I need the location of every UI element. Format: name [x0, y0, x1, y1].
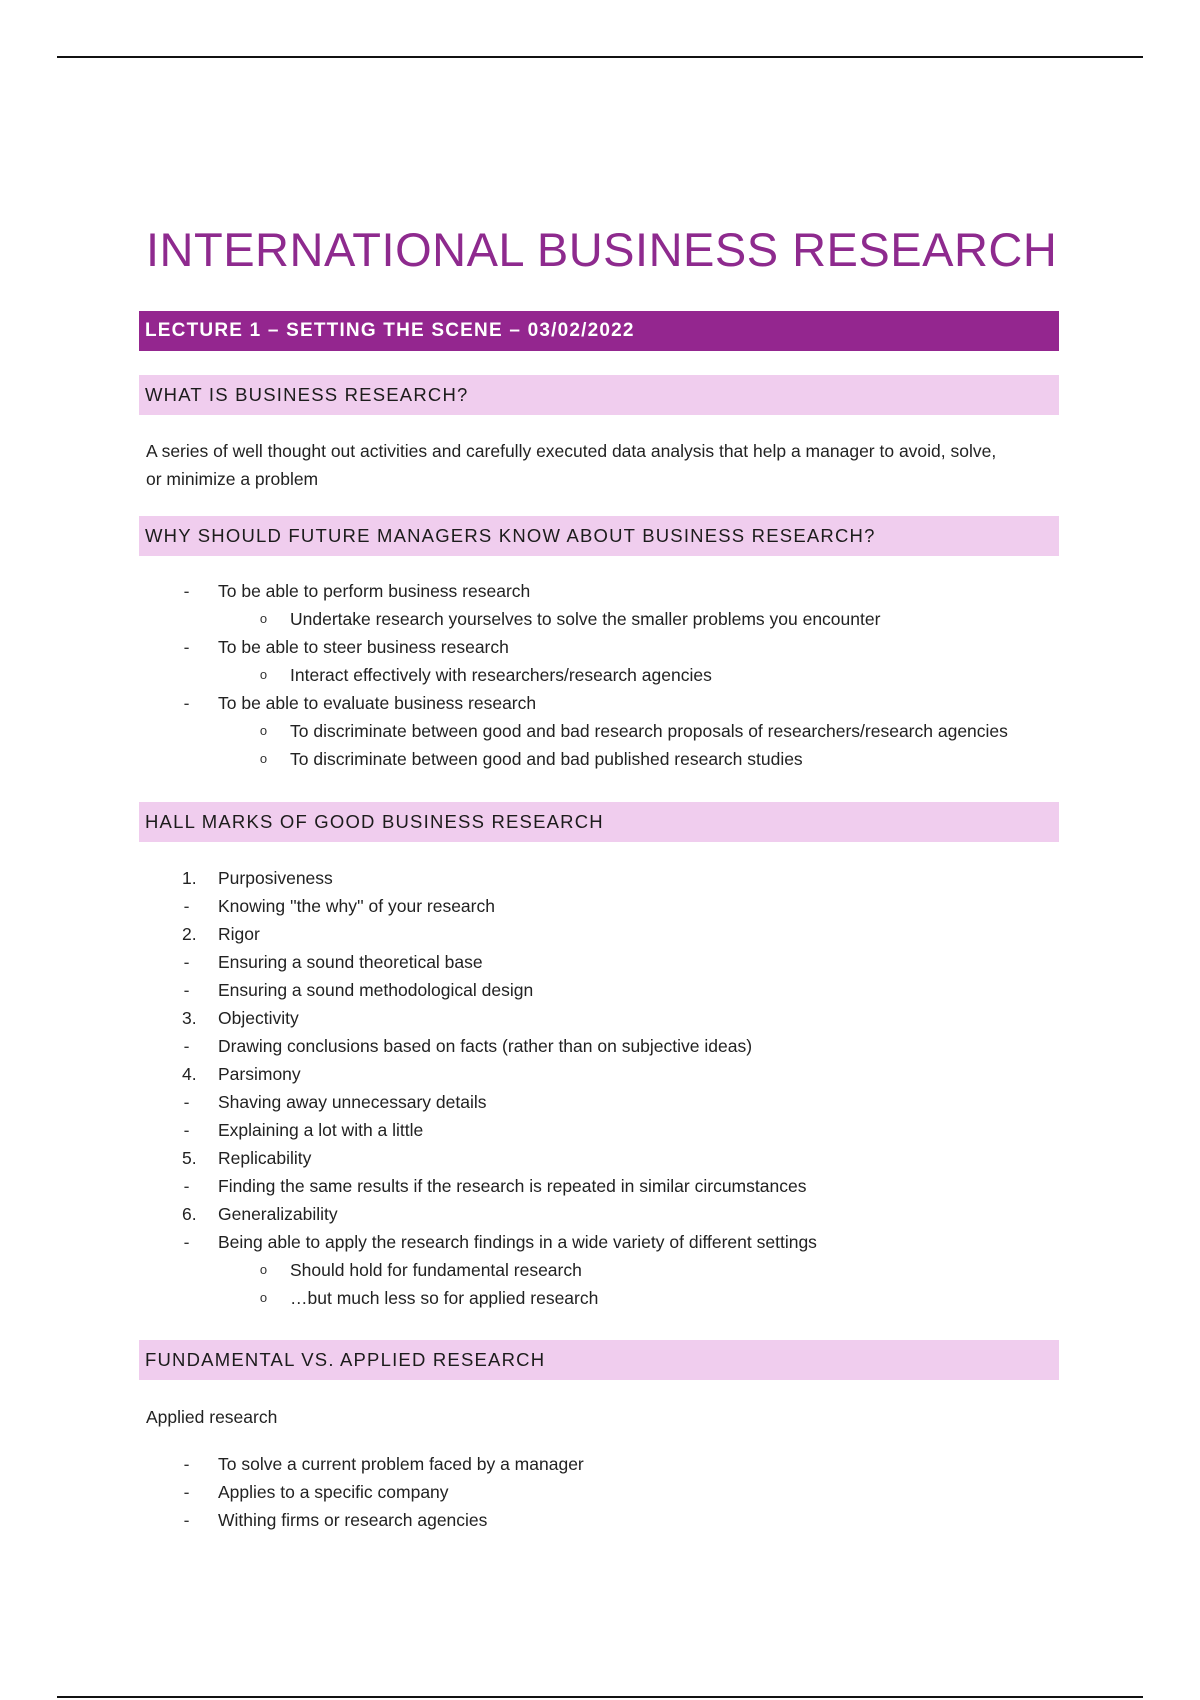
list-item: o To discriminate between good and bad research proposals of researchers/research agencies — [139, 717, 1059, 745]
list-item: - Shaving away unnecessary details — [139, 1088, 1059, 1116]
list-item: 6. Generalizability — [139, 1200, 1059, 1228]
circle-bullet-icon: o — [259, 667, 268, 682]
list-item: - To be able to evaluate business research — [139, 689, 1059, 717]
list-item: - Knowing ''the why'' of your research — [139, 892, 1059, 920]
paragraph — [146, 437, 1051, 493]
number-marker: 5. — [182, 1148, 197, 1168]
dash-marker: - — [183, 1036, 190, 1056]
number-marker: 2. — [182, 924, 197, 944]
number-marker: 1. — [182, 868, 197, 888]
section-heading: WHY SHOULD FUTURE MANAGERS KNOW ABOUT BUSINESS RESEARCH? — [139, 516, 1059, 556]
lecture-header: LECTURE 1 – SETTING THE SCENE – 03/02/2022 — [139, 311, 1059, 351]
dash-marker: - — [183, 1482, 190, 1502]
dash-marker: - — [183, 1510, 190, 1530]
list-item: - To be able to steer business research — [139, 633, 1059, 661]
list-item: - Explaining a lot with a little — [139, 1116, 1059, 1144]
dash-marker: - — [183, 1120, 190, 1140]
bullet-list — [139, 577, 1059, 773]
list-item: 4. Parsimony — [139, 1060, 1059, 1088]
list-item: - Being able to apply the research findings in a wide variety of different settings — [139, 1228, 1059, 1256]
bullet-list — [139, 1450, 1059, 1534]
dash-marker: - — [183, 1232, 190, 1252]
list-item: o To discriminate between good and bad published research studies — [139, 745, 1059, 773]
list-item: 1. Purposiveness — [139, 864, 1059, 892]
circle-bullet-icon: o — [259, 723, 268, 738]
list-item: - Drawing conclusions based on facts (rather than on subjective ideas) — [139, 1032, 1059, 1060]
circle-bullet-icon: o — [259, 611, 268, 626]
list-item: - To be able to perform business research — [139, 577, 1059, 605]
dash-marker: - — [183, 581, 190, 601]
dash-marker: - — [183, 952, 190, 972]
list-item: o Interact effectively with researchers/research agencies — [139, 661, 1059, 689]
list-item: - To solve a current problem faced by a manager — [139, 1450, 1059, 1478]
list-item: 3. Objectivity — [139, 1004, 1059, 1032]
dash-marker: - — [183, 896, 190, 916]
list-item: o Should hold for fundamental research — [139, 1256, 1059, 1284]
circle-bullet-icon: o — [259, 1262, 268, 1277]
footer-rule — [57, 1696, 1143, 1698]
dash-marker: - — [183, 1092, 190, 1112]
list-item: o …but much less so for applied research — [139, 1284, 1059, 1312]
number-marker: 3. — [182, 1008, 197, 1028]
number-marker: 6. — [182, 1204, 197, 1224]
section-heading: HALL MARKS OF GOOD BUSINESS RESEARCH — [139, 802, 1059, 842]
list-item: - Finding the same results if the research is repeated in similar circumstances — [139, 1172, 1059, 1200]
dash-marker: - — [183, 693, 190, 713]
section-heading: FUNDAMENTAL VS. APPLIED RESEARCH — [139, 1340, 1059, 1380]
paragraph-line: or minimize a problem — [146, 469, 319, 489]
list-item: - Ensuring a sound methodological design — [139, 976, 1059, 1004]
list-item: 2. Rigor — [139, 920, 1059, 948]
number-marker: 4. — [182, 1064, 197, 1084]
paragraph: Applied research — [146, 1407, 278, 1427]
list-item: - Ensuring a sound theoretical base — [139, 948, 1059, 976]
dash-marker: - — [183, 1176, 190, 1196]
circle-bullet-icon: o — [259, 751, 268, 766]
header-rule — [57, 56, 1143, 58]
circle-bullet-icon: o — [259, 1290, 268, 1305]
dash-marker: - — [183, 637, 190, 657]
section-heading: WHAT IS BUSINESS RESEARCH? — [139, 375, 1059, 415]
numbered-list — [139, 864, 1059, 1312]
dash-marker: - — [183, 980, 190, 1000]
document-title: INTERNATIONAL BUSINESS RESEARCH — [146, 223, 1058, 276]
list-item: 5. Replicability — [139, 1144, 1059, 1172]
list-item: o Undertake research yourselves to solve the smaller problems you encounter — [139, 605, 1059, 633]
paragraph-line: A series of well thought out activities and carefully executed data analysis that help a manager to avoid, solve, — [146, 441, 997, 461]
dash-marker: - — [183, 1454, 190, 1474]
list-item: - Applies to a specific company — [139, 1478, 1059, 1506]
list-item: - Withing firms or research agencies — [139, 1506, 1059, 1534]
